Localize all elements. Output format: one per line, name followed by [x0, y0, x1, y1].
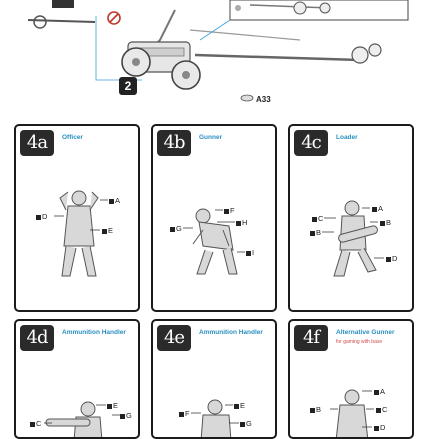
card-gunner	[151, 124, 277, 312]
step-badge: 4b	[157, 130, 191, 156]
part-label: C	[376, 405, 387, 414]
part-label: B	[310, 405, 321, 414]
part-label: G	[240, 419, 252, 428]
gun-carriage-drawing	[0, 0, 430, 118]
part-label: E	[107, 401, 118, 410]
ammunition-handler-figure	[153, 321, 277, 439]
part-label: B	[310, 228, 321, 237]
card-officer	[14, 124, 140, 312]
part-label: A	[374, 387, 385, 396]
role-title: Ammunition Handler	[199, 329, 263, 336]
step-badge: 4a	[20, 130, 54, 156]
role-title: Officer	[62, 134, 83, 141]
assembly-diagram	[0, 0, 430, 118]
card-alternative-gunner	[288, 319, 414, 439]
officer-figure	[16, 126, 140, 312]
part-label: A	[109, 196, 120, 205]
part-label: F	[224, 206, 235, 215]
card-ammunition-handler-2	[151, 319, 277, 439]
step-badge: 4c	[294, 130, 328, 156]
part-label: D	[36, 212, 47, 221]
step-badge: 2	[119, 77, 137, 95]
part-label: F	[179, 409, 190, 418]
part-label: C	[312, 214, 323, 223]
part-label: G	[170, 224, 182, 233]
step-badge: 4e	[157, 325, 191, 351]
part-label: B	[380, 218, 391, 227]
part-label: A	[372, 204, 383, 213]
loader-figure	[290, 126, 414, 312]
alternative-gunner-figure	[290, 321, 414, 439]
part-label: I	[246, 248, 254, 257]
part-label: C	[30, 419, 41, 428]
card-ammunition-handler-1	[14, 319, 140, 439]
role-title: Ammunition Handler	[62, 329, 126, 336]
part-label: H	[236, 218, 247, 227]
step-badge: 4f	[294, 325, 328, 351]
prohibited-icon	[108, 12, 120, 24]
role-title: Alternative Gunner	[336, 329, 395, 336]
part-label: D	[374, 423, 385, 432]
part-label: E	[102, 226, 113, 235]
role-subtitle: for gaming with base	[336, 339, 383, 345]
part-label: G	[120, 411, 132, 420]
role-title: Loader	[336, 134, 358, 141]
step-badge: 4d	[20, 325, 54, 351]
part-label: E	[234, 401, 245, 410]
card-loader	[288, 124, 414, 312]
part-label: D	[386, 254, 397, 263]
role-title: Gunner	[199, 134, 223, 141]
part-ref-label: A33	[256, 95, 271, 104]
gunner-figure	[153, 126, 277, 312]
